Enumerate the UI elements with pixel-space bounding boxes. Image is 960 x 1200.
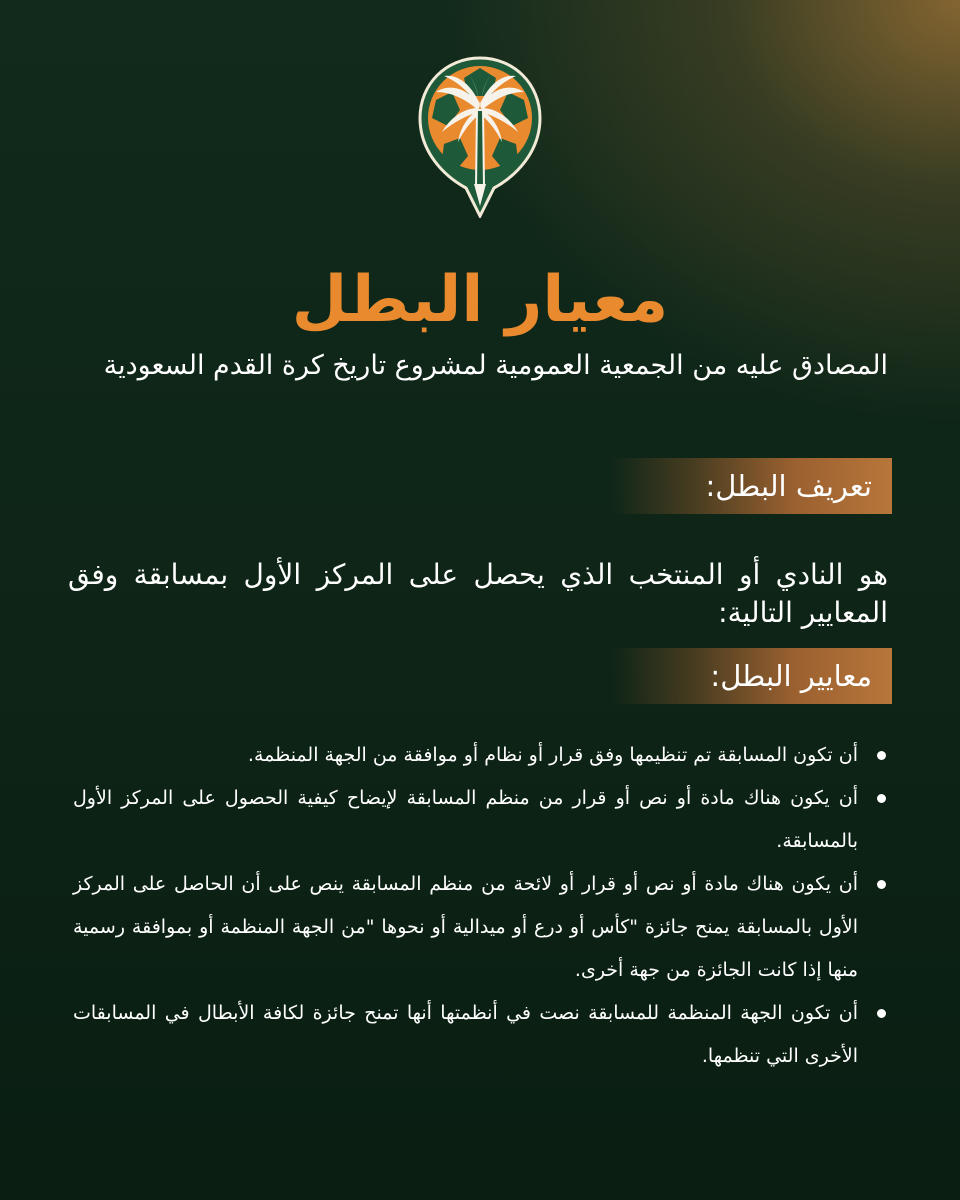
criteria-list [73, 734, 888, 1078]
definition-text: هو النادي أو المنتخب الذي يحصل على المركز الأول بمسابقة وفق المعايير التالية: [68, 558, 888, 629]
criteria-item-text: أن تكون المسابقة تم تنظيمها وفق قرار أو نظام أو موافقة من الجهة المنظمة. [247, 744, 858, 766]
definition-heading: تعريف البطل: [705, 469, 872, 503]
list-item [73, 992, 888, 1078]
list-item [73, 863, 888, 992]
bullet-icon [877, 751, 886, 760]
list-item [73, 734, 888, 777]
criteria-heading: معايير البطل: [710, 659, 872, 693]
criteria-item-text: أن يكون هناك مادة أو نص أو قرار أو لائحة من منظم المسابقة ينص على أن الحاصل على المركز الأول بالمسابقة يمنح جائزة "كأس أو درع أو ميدالية أو نحوها "من الجهة المنظمة أو بموافقة رسمية منها إذا كانت الجائزة من جهة أخرى. [73, 873, 858, 981]
criteria-item-text: أن يكون هناك مادة أو نص أو قرار من منظم المسابقة لإيضاح كيفية الحصول على المركز الأول بالمسابقة. [73, 787, 858, 852]
list-item [73, 777, 888, 863]
palm-tree-football-emblem-logo [418, 56, 542, 218]
bullet-icon [877, 880, 886, 889]
emblem-icon [418, 56, 542, 218]
definition-heading-bar [610, 458, 892, 514]
bullet-icon [877, 1009, 886, 1018]
criteria-item-text: أن تكون الجهة المنظمة للمسابقة نصت في أنظمتها أنها تمنح جائزة لكافة الأبطال في المسابقات الأخرى التي تنظمها. [73, 1002, 858, 1067]
page-title: معيار البطل [291, 263, 669, 337]
bullet-icon [877, 794, 886, 803]
page-subtitle: المصادق عليه من الجمعية العمومية لمشروع تاريخ كرة القدم السعودية [103, 350, 888, 381]
criteria-heading-bar [610, 648, 892, 704]
